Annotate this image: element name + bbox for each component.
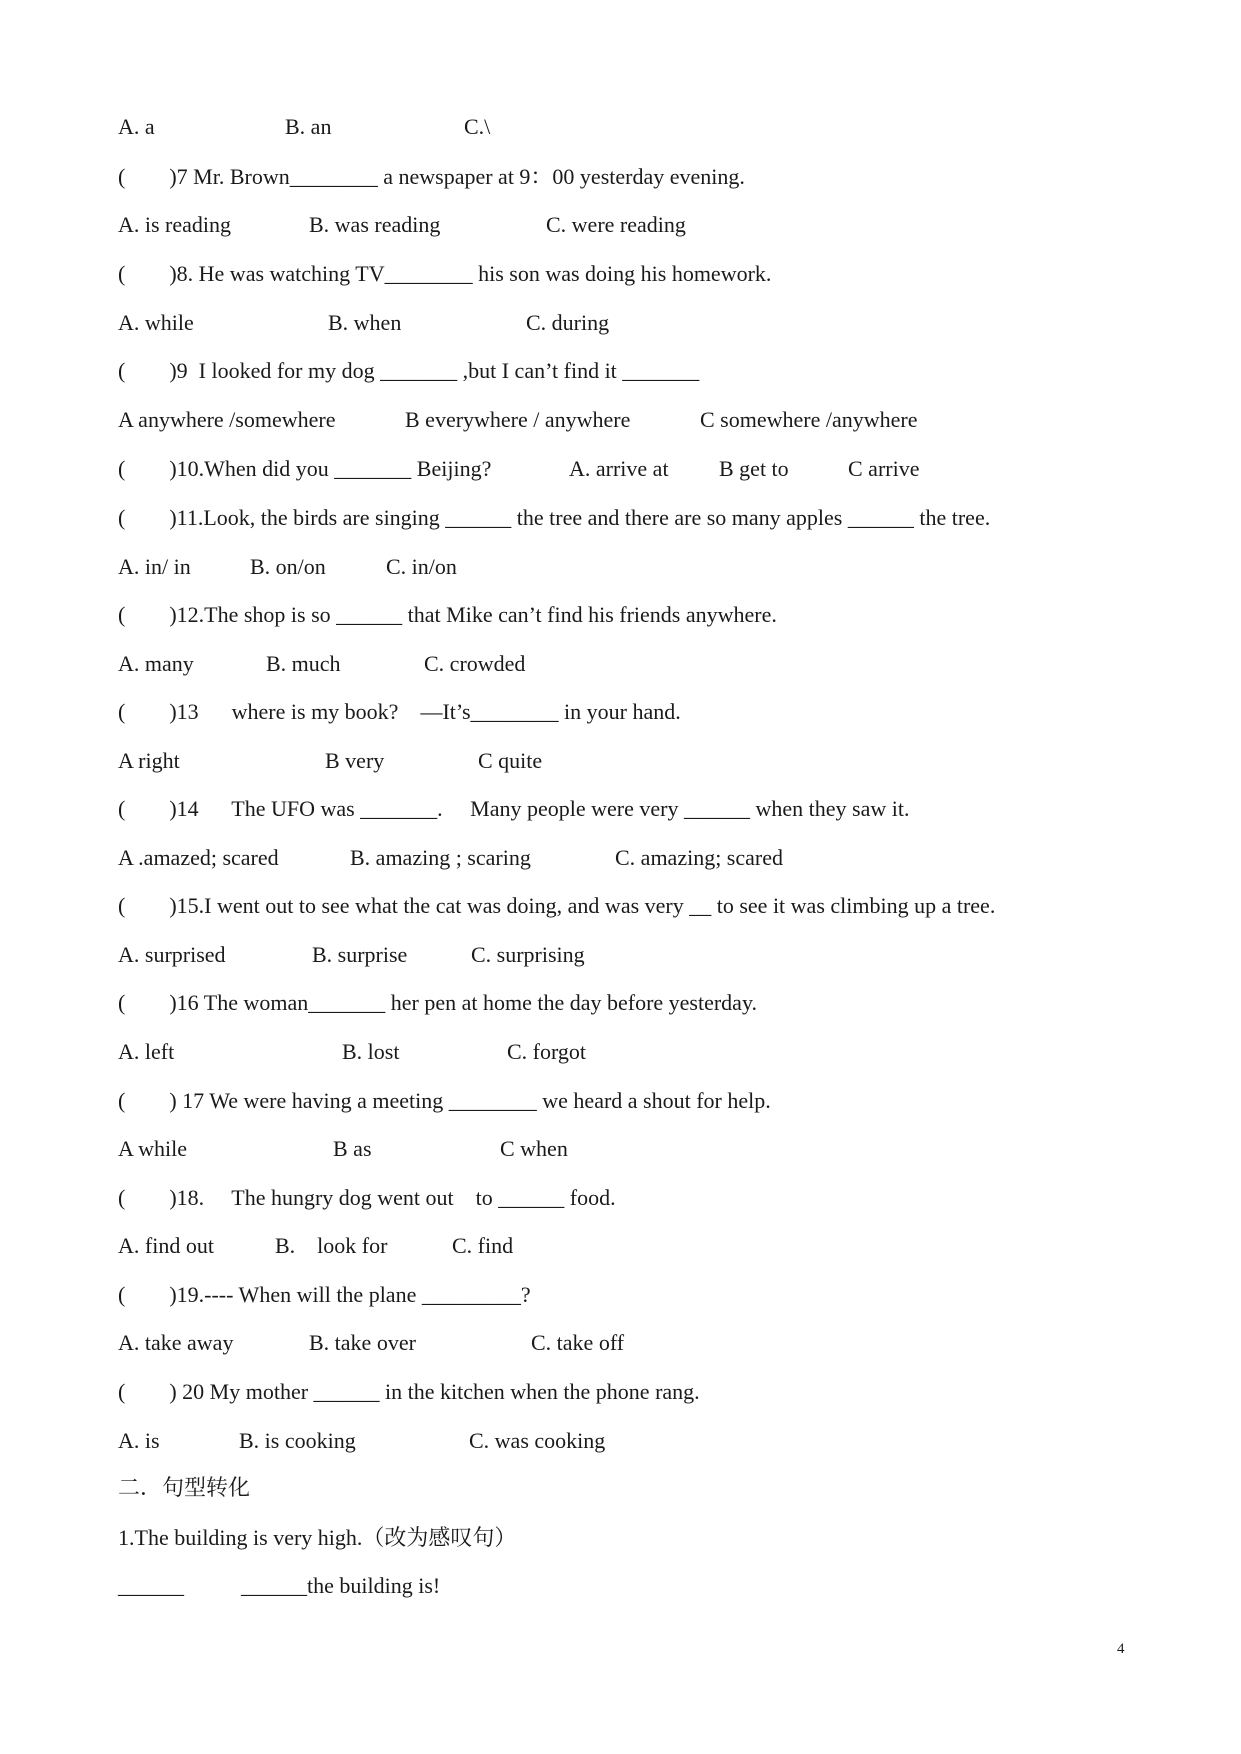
option-b: B. take over bbox=[309, 1330, 416, 1355]
options-q18 bbox=[118, 1231, 514, 1261]
question-text: ( )13 where is my book? —It’s________ in your hand. bbox=[118, 699, 681, 724]
options-q14 bbox=[118, 843, 783, 873]
option-c: C. forgot bbox=[507, 1039, 587, 1064]
option-c: C. in/on bbox=[386, 554, 457, 579]
option-a: A anywhere /somewhere bbox=[118, 407, 336, 432]
options-q16 bbox=[118, 1037, 587, 1067]
question-text: ( )8. He was watching TV________ his son was doing his homework. bbox=[118, 261, 772, 286]
option-b: B everywhere / anywhere bbox=[405, 407, 631, 432]
answer-blank: ______ bbox=[118, 1573, 184, 1598]
question-19 bbox=[118, 1280, 531, 1310]
section-heading bbox=[118, 1474, 251, 1504]
page-number: 4 bbox=[1117, 1641, 1125, 1657]
option-a: A. take away bbox=[118, 1330, 234, 1355]
option-a: A while bbox=[118, 1136, 188, 1161]
question-text: ( )7 Mr. Brown________ a newspaper at 9：00 yesterday evening. bbox=[118, 164, 745, 189]
answer-blank-sentence: ______the building is! bbox=[241, 1573, 441, 1598]
options-q11 bbox=[118, 552, 457, 582]
option-c: C. amazing; scared bbox=[615, 845, 783, 870]
options-q8 bbox=[118, 308, 610, 338]
option-c: C. find bbox=[452, 1233, 514, 1258]
question-text: 1.The building is very high.（改为感叹句） bbox=[118, 1525, 517, 1550]
transform-1-answer bbox=[118, 1571, 441, 1601]
option-b: B. an bbox=[285, 114, 332, 139]
option-b: B. lost bbox=[342, 1039, 400, 1064]
options-q13 bbox=[118, 746, 543, 776]
option-a: A. many bbox=[118, 651, 194, 676]
option-c: C somewhere /anywhere bbox=[700, 407, 918, 432]
question-13 bbox=[118, 697, 681, 727]
option-c: C. were reading bbox=[546, 212, 686, 237]
option-a: A. in/ in bbox=[118, 554, 191, 579]
question-text: ( )10.When did you _______ Beijing? bbox=[118, 456, 492, 481]
options-q12 bbox=[118, 649, 526, 679]
option-c: C. take off bbox=[531, 1330, 625, 1355]
option-b: B as bbox=[333, 1136, 372, 1161]
option-b: B. much bbox=[266, 651, 341, 676]
question-text: ( )9 I looked for my dog _______ ,but I can’t find it _______ bbox=[118, 358, 700, 383]
question-8 bbox=[118, 259, 772, 289]
question-text: ( )14 The UFO was _______. Many people were very ______ when they saw it. bbox=[118, 796, 910, 821]
transform-1 bbox=[118, 1523, 517, 1553]
option-c: C. surprising bbox=[471, 942, 585, 967]
question-12 bbox=[118, 600, 777, 630]
question-text: ( )16 The woman_______ her pen at home the day before yesterday. bbox=[118, 990, 758, 1015]
question-text: ( )15.I went out to see what the cat was doing, and was very __ to see it was climbing up a tree. bbox=[118, 893, 996, 918]
question-9 bbox=[118, 356, 700, 386]
question-15 bbox=[118, 891, 996, 921]
section-title: 二．句型转化 bbox=[118, 1476, 251, 1501]
option-a: A. while bbox=[118, 310, 194, 335]
question-16 bbox=[118, 988, 758, 1018]
option-a: A. arrive at bbox=[569, 456, 669, 481]
question-text: ( ) 17 We were having a meeting ________ we heard a shout for help. bbox=[118, 1088, 771, 1113]
question-17 bbox=[118, 1086, 771, 1116]
question-20 bbox=[118, 1377, 700, 1407]
options-q7 bbox=[118, 210, 686, 240]
options-q6 bbox=[118, 112, 491, 142]
option-a: A. is reading bbox=[118, 212, 232, 237]
question-text: ( )11.Look, the birds are singing ______ the tree and there are so many apples ______ the tree. bbox=[118, 505, 991, 530]
option-b: B. amazing ; scaring bbox=[350, 845, 531, 870]
options-q20 bbox=[118, 1426, 606, 1456]
option-b: B very bbox=[325, 748, 385, 773]
option-a: A. is bbox=[118, 1428, 160, 1453]
options-q15 bbox=[118, 940, 585, 970]
option-a: A. find out bbox=[118, 1233, 214, 1258]
question-14 bbox=[118, 794, 910, 824]
question-18 bbox=[118, 1183, 616, 1213]
option-c: C arrive bbox=[848, 456, 920, 481]
option-a: A. surprised bbox=[118, 942, 226, 967]
option-c: C. was cooking bbox=[469, 1428, 606, 1453]
question-text: ( ) 20 My mother ______ in the kitchen when the phone rang. bbox=[118, 1379, 700, 1404]
option-a: A right bbox=[118, 748, 180, 773]
options-q17 bbox=[118, 1134, 568, 1164]
option-a: A. a bbox=[118, 114, 155, 139]
options-q9 bbox=[118, 405, 918, 435]
question-text: ( )19.---- When will the plane _________? bbox=[118, 1282, 531, 1307]
option-a: A. left bbox=[118, 1039, 175, 1064]
option-b: B. surprise bbox=[312, 942, 408, 967]
option-a: A .amazed; scared bbox=[118, 845, 279, 870]
option-c: C. crowded bbox=[424, 651, 526, 676]
option-b: B get to bbox=[719, 456, 789, 481]
option-b: B. look for bbox=[275, 1233, 388, 1258]
question-10 bbox=[118, 454, 920, 484]
option-c: C. during bbox=[526, 310, 610, 335]
option-b: B. was reading bbox=[309, 212, 441, 237]
question-text: ( )18. The hungry dog went out to ______ food. bbox=[118, 1185, 616, 1210]
option-b: B. when bbox=[328, 310, 402, 335]
question-11 bbox=[118, 503, 991, 533]
option-b: B. is cooking bbox=[239, 1428, 356, 1453]
option-c: C when bbox=[500, 1136, 568, 1161]
question-7 bbox=[118, 162, 745, 192]
option-b: B. on/on bbox=[250, 554, 326, 579]
option-c: C.\ bbox=[464, 114, 491, 139]
options-q19 bbox=[118, 1328, 625, 1358]
question-text: ( )12.The shop is so ______ that Mike can’t find his friends anywhere. bbox=[118, 602, 777, 627]
option-c: C quite bbox=[478, 748, 543, 773]
